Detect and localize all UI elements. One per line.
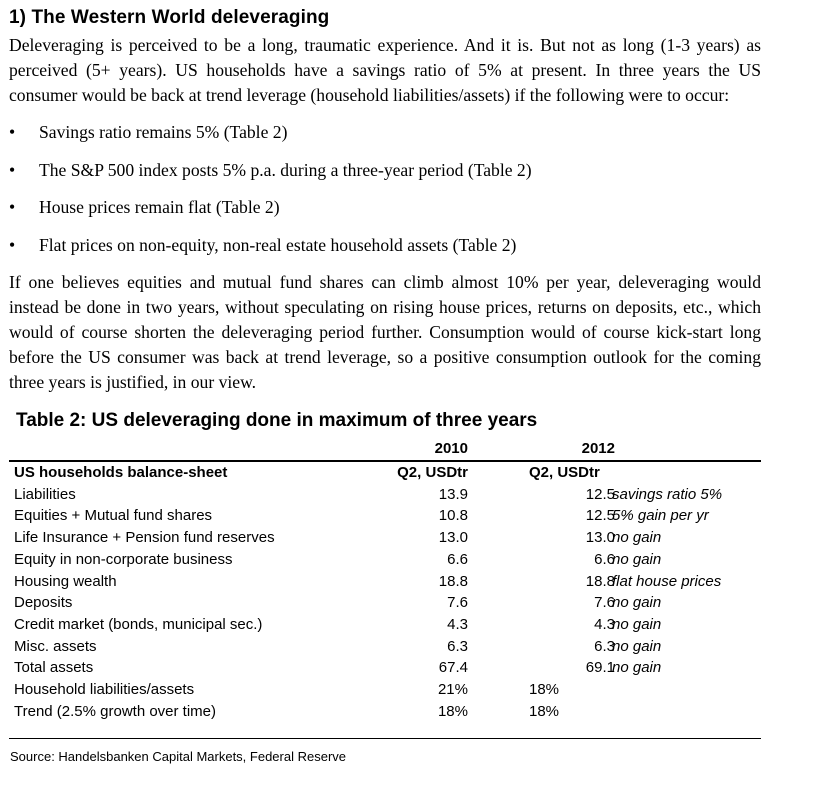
row-note: no gain	[612, 550, 662, 568]
row-note: savings ratio 5%	[612, 485, 723, 503]
bullet-icon: •	[9, 234, 16, 255]
column-header-2012: Q2, USDtr	[529, 464, 600, 482]
bullet-icon: •	[9, 159, 16, 180]
table-row-trend	[9, 701, 761, 723]
bullet-item	[9, 120, 761, 145]
table-row	[9, 527, 761, 549]
row-label: Credit market (bonds, municipal sec.)	[14, 615, 263, 633]
body-paragraph: If one believes equities and mutual fund shares can climb almost 10% per year, deleveraging would instead be done in two years, without speculating on rising house prices, returns on deposits, etc., which would of course shorten the deleveraging period further. Consumption would of course kick-start long before the US consumer was back at trend leverage, so a positive consumption outlook for the coming three years is justified, in our view.	[9, 272, 761, 393]
row-note: no gain	[612, 594, 662, 612]
row-label: Liabilities	[14, 485, 76, 503]
value-2010: 21%	[437, 680, 468, 698]
table-row	[9, 484, 761, 506]
row-label: Total assets	[14, 659, 94, 677]
table-year-header	[9, 438, 761, 460]
column-header-2010: Q2, USDtr	[397, 464, 468, 482]
bullet-text: House prices remain flat (Table 2)	[39, 197, 280, 218]
document-page	[9, 6, 761, 764]
value-2012: 4.3	[594, 615, 615, 633]
value-2010: 13.9	[438, 485, 468, 503]
value-2012: 6.3	[594, 637, 615, 655]
bullet-list	[9, 120, 761, 258]
row-note: flat house prices	[612, 572, 722, 590]
bullet-item	[9, 158, 761, 183]
row-note: no gain	[612, 659, 662, 677]
table-row	[9, 636, 761, 658]
section-heading: 1) The Western World deleveraging	[9, 7, 330, 28]
value-2010: 6.3	[447, 637, 468, 655]
value-2012: 13.0	[585, 529, 615, 547]
bullet-icon: •	[9, 122, 16, 142]
row-label: Equities + Mutual fund shares	[14, 507, 213, 525]
value-2010: 4.3	[447, 615, 468, 633]
value-2012: 7.6	[594, 594, 615, 612]
row-label: Life Insurance + Pension fund reserves	[14, 529, 275, 547]
source-note: Source: Handelsbanken Capital Markets, Federal Reserve	[10, 749, 347, 765]
table-row	[9, 614, 761, 636]
bullet-icon: •	[9, 197, 16, 218]
value-2010: 10.8	[438, 507, 468, 525]
value-2012: 69.1	[585, 659, 615, 677]
row-note: no gain	[612, 615, 662, 633]
value-2010: 6.6	[447, 550, 468, 568]
row-label: Misc. assets	[14, 637, 97, 655]
value-2012: 6.6	[594, 550, 615, 568]
bullet-item	[9, 233, 761, 258]
value-2012: 18%	[529, 680, 560, 698]
intro-paragraph: Deleveraging is perceived to be a long, traumatic experience. And it is. But not as long (1-3 years) as perceived (5+ years). US households have a savings ratio of 5% at present. In three years the US consumer would be back at trend leverage (household liabilities/assets) if the following were to occur:	[9, 35, 761, 105]
row-label: Household liabilities/assets	[14, 680, 195, 698]
table-column-header	[9, 462, 761, 484]
bullet-item	[9, 195, 761, 220]
year-2010-header: 2010	[434, 440, 468, 458]
table-row	[9, 571, 761, 593]
table-row	[9, 592, 761, 614]
column-header-label: US households balance-sheet	[14, 464, 228, 482]
row-label: Equity in non-corporate business	[14, 550, 233, 568]
table-row-ratio	[9, 679, 761, 701]
bullet-text: Flat prices on non-equity, non-real estate household assets (Table 2)	[39, 234, 517, 255]
value-2012: 12.5	[585, 507, 615, 525]
value-2012: 12.5	[585, 485, 615, 503]
value-2010: 67.4	[438, 659, 468, 677]
table-row	[9, 505, 761, 527]
value-2010: 18.8	[438, 572, 468, 590]
row-label: Housing wealth	[14, 572, 117, 590]
value-2012: 18%	[529, 702, 560, 720]
year-2012-header: 2012	[581, 440, 615, 458]
bullet-text: The S&P 500 index posts 5% p.a. during a three-year period (Table 2)	[39, 159, 532, 180]
row-label: Deposits	[14, 594, 73, 612]
table-row	[9, 549, 761, 571]
value-2010: 7.6	[447, 594, 468, 612]
row-note: 5% gain per yr	[612, 507, 709, 525]
table-row-total	[9, 657, 761, 679]
value-2012: 18.8	[585, 572, 615, 590]
balance-sheet-table	[9, 438, 761, 739]
row-note: no gain	[612, 529, 662, 547]
row-note: no gain	[612, 637, 662, 655]
value-2010: 13.0	[438, 529, 468, 547]
value-2010: 18%	[437, 702, 468, 720]
footer-rule	[9, 738, 761, 739]
table-title: Table 2: US deleveraging done in maximum of three years	[16, 410, 538, 432]
row-label: Trend (2.5% growth over time)	[14, 702, 217, 720]
bullet-text: Savings ratio remains 5% (Table 2)	[39, 122, 288, 142]
